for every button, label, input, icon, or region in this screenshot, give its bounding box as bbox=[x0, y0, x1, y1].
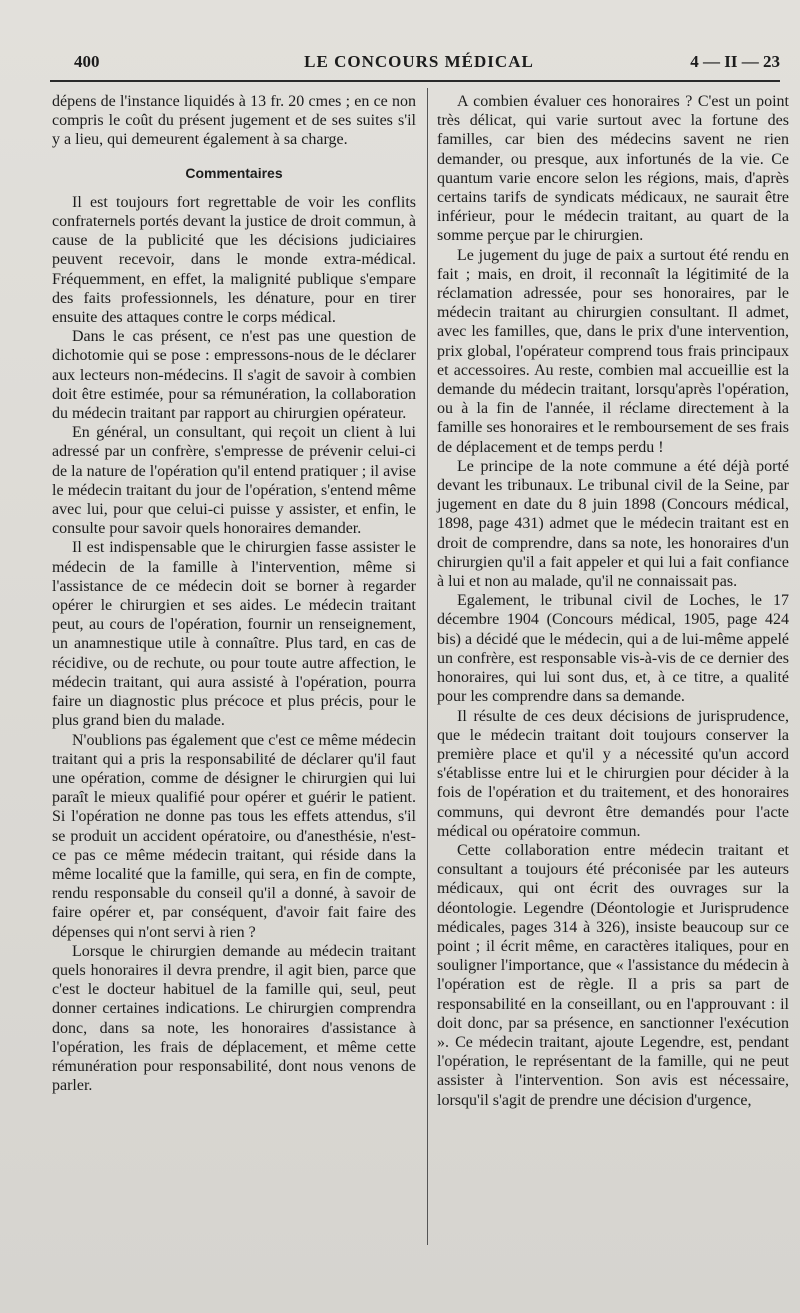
paragraph: Dans le cas présent, ce n'est pas une question de dichotomie qui se pose : empressons-nous de le déclarer aux lecteurs non-médecins. Il s'agit de savoir à combien doit être estimée, pour sa rémunération, la collaboration du médecin traitant par rapport au chirurgien opérateur. bbox=[52, 328, 416, 423]
paragraph: N'oublions pas également que c'est ce même médecin traitant qui a pris la responsabilité de déclarer qu'il faut une opération, comme de désigner le chirurgien qui lui paraît le mieux qualifié pour opérer et guérir le patient. Si l'opération ne donne pas tous les effets attendus, s'il se produit un accident opératoire, ou d'anesthésie, n'est-ce pas ce même médecin traitant, qui réside dans la même localité que la famille, qui sera, en fin de compte, rendu responsable du conseil qu'il a donné, à savoir de faire opérer et, par conséquent, d'avoir fait faire des dépenses qui n'ont servi à rien ? bbox=[52, 731, 416, 941]
paragraph: dépens de l'instance liquidés à 13 fr. 20 cmes ; en ce non compris le coût du présent jugement et de ses suites s'il y a lieu, qui demeurent également à sa charge. bbox=[52, 93, 416, 149]
paragraph: Le jugement du juge de paix a surtout été rendu en fait ; mais, en droit, il reconnaît la légitimité de la réclamation adressée, pour ses honoraires, par le médecin traitant au chirurgien consultant. Il admet, avec les familles, que, dans le prix d'une intervention, prix global, l'opérateur comprend tous frais principaux et accessoires. Au reste, combien mal accueillie est la demande du médecin traitant, lorsqu'après l'opération, ou à la fin de l'année, il réclame directement à la famille ses honoraires et le remboursement de ses frais de déplacement et de temps perdu ! bbox=[437, 246, 789, 456]
journal-title: LE CONCOURS MÉDICAL bbox=[304, 52, 534, 71]
paragraph: A combien évaluer ces honoraires ? C'est un point très délicat, qui varie surtout avec la fortune des familles, car bien des médecins savent ne rien demander, ou presque, aux infortunés de la vie. Ce quantum varie encore selon les régions, mais, d'après certains tarifs de syndicats médicaux, ne saurait être inférieur, pour le médecin traitant, au quart de la somme perçue par le chirurgien. bbox=[437, 93, 789, 245]
paragraph: Egalement, le tribunal civil de Loches, le 17 décembre 1904 (Concours médical, 1905, page 424 bis) a décidé que le médecin, qui a de lui-même appelé un confrère, est responsable vis-à-vis de ce dernier des honoraires, qui lui sont dus, et, à ce titre, a qualité pour les comprendre dans sa demande. bbox=[437, 592, 789, 706]
page-number: 400 bbox=[74, 52, 100, 71]
right-column bbox=[437, 92, 789, 1110]
paragraph: Il résulte de ces deux décisions de jurisprudence, que le médecin traitant doit toujours conserver la première place et qu'il y a nécessité qu'un accord s'établisse entre lui et le chirurgien pour décider à la fois de l'opération et du traitement, et des honoraires communs, qui devront être demandés pour l'acte médical ou opératoire commun. bbox=[437, 707, 789, 840]
header-rule bbox=[50, 80, 780, 82]
section-heading: Commentaires bbox=[185, 164, 283, 181]
left-column bbox=[52, 92, 416, 1095]
page-header bbox=[58, 52, 780, 74]
paragraph: Le principe de la note commune a été déjà porté devant les tribunaux. Le tribunal civil de la Seine, par jugement en date du 8 juin 1898 (Concours médical, 1898, page 431) admet que le médecin traitant est en droit de comprendre, dans sa note, les honoraires d'un chirurgien qu'il a fait appeler et qui lui a fait confiance à lui et non au malade, qu'il ne connaissait pas. bbox=[437, 457, 789, 591]
paragraph: Lorsque le chirurgien demande au médecin traitant quels honoraires il devra prendre, il agit bien, parce que c'est le docteur habituel de la famille qui, seul, peut donner certaines indications. Le chirurgien comprendra donc, dans sa note, les honoraires d'assistance à l'opération, les frais de déplacement, et même cette rémunération pour responsabilité, dont nous venons de parler. bbox=[52, 942, 416, 1095]
paragraph: Il est indispensable que le chirurgien fasse assister le médecin de la famille à l'intervention, même si l'assistance de ce médecin doit se borner à regarder opérer le chirurgien et ses aides. Le médecin traitant peut, au cours de l'opération, fournir un renseignement, un anamnestique utile à connaître. Plus tard, en cas de récidive, ou de rechute, ou pour toute autre affection, le médecin traitant, qui aura assisté à l'opération, pourra faire un diagnostic plus précoce et plus précis, pour le plus grand bien du malade. bbox=[52, 539, 416, 730]
paragraph: En général, un consultant, qui reçoit un client à lui adressé par un confrère, s'empresse de prévenir celui-ci de la nature de l'opération qu'il entend pratiquer ; il avise le médecin traitant du jour de l'opération, s'entend même avec lui, pour que celui-ci puisse y assister, et enfin, le consulte pour savoir quels honoraires demander. bbox=[52, 424, 416, 538]
issue-date: 4 — II — 23 bbox=[690, 52, 780, 71]
paragraph: Il est toujours fort regrettable de voir les conflits confraternels portés devant la justice de droit commun, à cause de la publicité que les décisions judiciaires peuvent recevoir, dans le monde extra-médical. Fréquemment, en effet, la malignité publique s'empare des faits professionnels, les dénature, pour en tirer ensuite des attaques contre le corps médical. bbox=[52, 193, 416, 327]
paragraph: Cette collaboration entre médecin traitant et consultant a toujours été préconisée par les auteurs médicaux, qui ont écrit des ouvrages sur la déontologie. Legendre (Déontologie et Jurisprudence médicales, pages 314 à 326), insiste beaucoup sur ce point ; il écrit même, en caractères italiques, pour en souligner l'importance, que « l'assistance du médecin à l'opération est de règle. Il a pris sa part de responsabilité en la conseillant, ou en l'approuvant : il doit donc, par sa présence, en sanctionner l'exécution ». Ce médecin traitant, ajoute Legendre, est, pendant l'opération, le représentant de la famille, qui ne peut assister à l'intervention. Son avis est nécessaire, lorsqu'il s'agit de prendre une décision d'urgence, bbox=[437, 841, 789, 1109]
column-divider bbox=[427, 88, 428, 1245]
